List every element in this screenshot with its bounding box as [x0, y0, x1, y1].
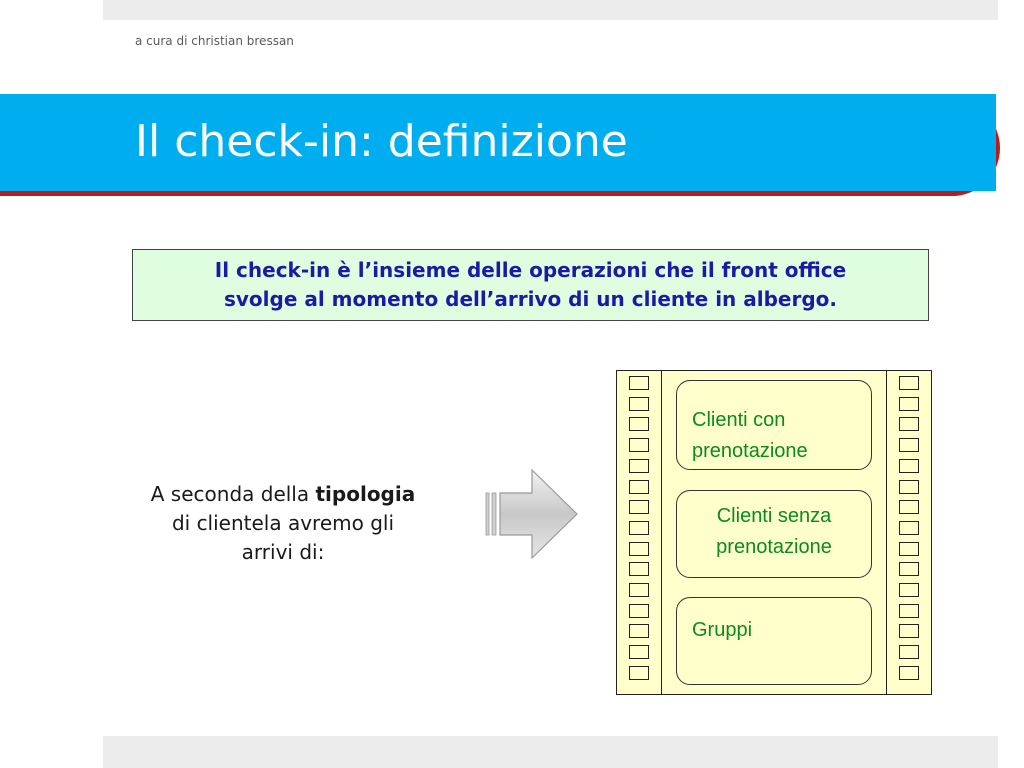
intro-prefix: A seconda della: [150, 482, 316, 506]
film-perforation: [629, 624, 649, 638]
arrival-1-line-2: prenotazione: [692, 440, 808, 462]
film-perforation: [899, 376, 919, 390]
slide-title: Il check-in: definizione: [135, 116, 628, 167]
film-perforation: [629, 417, 649, 431]
film-perforation: [629, 542, 649, 556]
arrival-2-line-2: prenotazione: [716, 536, 832, 558]
intro-emphasis: tipologia: [315, 482, 416, 506]
film-perforation: [629, 500, 649, 514]
film-perforation: [899, 645, 919, 659]
author-credit: a cura di christian bressan: [135, 34, 294, 48]
film-perforation: [899, 521, 919, 535]
film-strip-diagram: [616, 370, 932, 695]
film-perforation: [899, 604, 919, 618]
film-perforation: [899, 542, 919, 556]
film-perforation: [629, 397, 649, 411]
film-perforation: [899, 417, 919, 431]
film-perforation: [629, 666, 649, 680]
film-perforation: [899, 562, 919, 576]
top-band: [103, 0, 998, 20]
definition-line-1: Il check-in è l’insieme delle operazioni che il front office: [214, 258, 847, 282]
right-arrow-icon: [484, 466, 580, 560]
arrival-3-line-1: Gruppi: [692, 619, 753, 641]
arrival-1-line-1: Clienti con: [692, 409, 786, 431]
film-perforation: [629, 645, 649, 659]
film-perforation: [629, 521, 649, 535]
film-perforation: [629, 376, 649, 390]
intro-text: [108, 480, 458, 567]
film-perforation: [629, 604, 649, 618]
film-perforation: [899, 397, 919, 411]
film-perforation: [899, 666, 919, 680]
film-perforation: [629, 438, 649, 452]
film-perforation: [899, 480, 919, 494]
definition-line-2: svolge al momento dell’arrivo di un cliente in albergo.: [223, 287, 838, 311]
intro-line-3: arrivi di:: [241, 540, 325, 564]
arrival-2-line-1: Clienti senza: [716, 505, 832, 527]
film-perforation: [629, 562, 649, 576]
arrival-frame-2: [676, 490, 872, 578]
arrival-frame-3: [676, 597, 872, 685]
bottom-band: [103, 736, 998, 768]
film-perforation: [899, 583, 919, 597]
film-perforation: [899, 438, 919, 452]
intro-line-2: di clientela avremo gli: [171, 511, 395, 535]
film-perforation: [899, 500, 919, 514]
definition-box: [132, 249, 929, 321]
film-perforation: [899, 624, 919, 638]
film-perforation: [899, 459, 919, 473]
arrival-frame-1: [676, 380, 872, 470]
film-perforation: [629, 459, 649, 473]
film-perforation: [629, 480, 649, 494]
film-perforation: [629, 583, 649, 597]
